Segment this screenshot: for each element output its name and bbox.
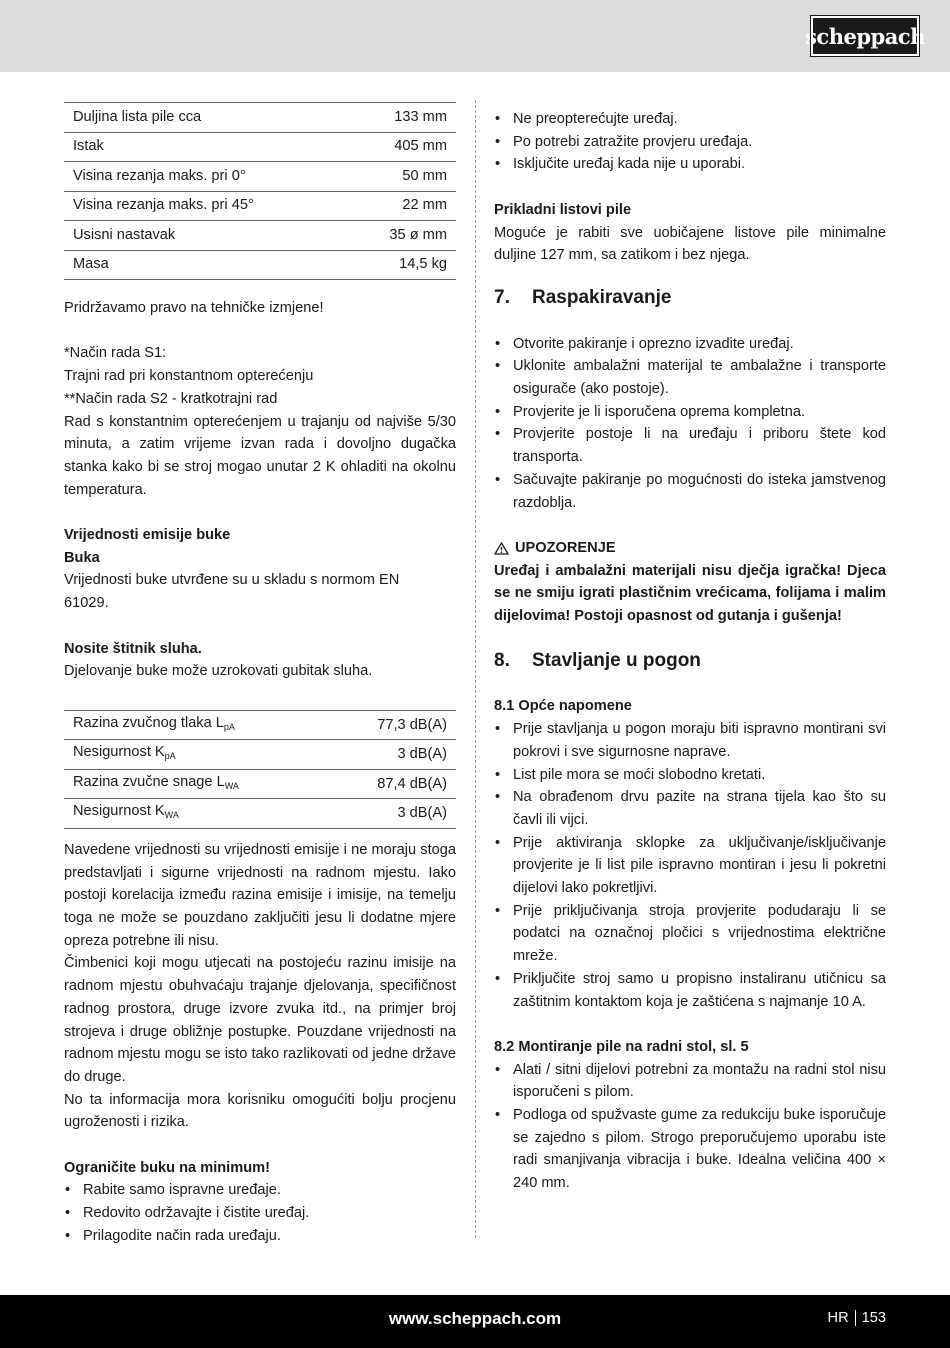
list-item bbox=[494, 832, 886, 900]
noise-label-subscript: WA bbox=[224, 780, 239, 791]
bullet-icon: • bbox=[495, 834, 501, 851]
bullet-icon: • bbox=[495, 133, 501, 150]
list-item-text: Redovito održavajte i čistite uređaj. bbox=[83, 1205, 310, 1222]
noise-label: Razina zvučnog tlaka $L_{pA}$ bbox=[64, 710, 329, 740]
spec-value: 405 mm bbox=[348, 132, 456, 162]
list-item-text: Prilagodite način rada uređaju. bbox=[83, 1227, 281, 1244]
column-divider bbox=[475, 100, 476, 1238]
list-item bbox=[494, 333, 886, 356]
noise-table bbox=[64, 710, 456, 829]
right-column bbox=[494, 108, 886, 1195]
spec-label: Istak bbox=[64, 132, 348, 162]
limit-noise-list bbox=[64, 1179, 456, 1247]
list-item bbox=[494, 469, 886, 514]
noise-label-subscript: pA bbox=[223, 721, 235, 732]
bullet-icon: • bbox=[65, 1182, 71, 1199]
hearing-protection-heading: Nosite štitnik sluha. bbox=[64, 640, 202, 657]
blades-text: Moguće je rabiti sve uobičajene listove pile minimalne duljine 127 mm, sa zatikom i bez njega. bbox=[494, 224, 886, 264]
operating-mode-line: **Način rada S2 - kratkotrajni rad bbox=[64, 390, 278, 407]
bullet-icon: • bbox=[495, 111, 501, 127]
list-item-text: Podloga od spužvaste gume za redukciju buke isporučuje se zajedno s pilom. Strogo preporučujemo uporabu iste radi smanjivanja vibracija i buke. Idealna veličina 400 × 240 mm. bbox=[513, 1107, 886, 1192]
page-number: HR 153 bbox=[827, 1310, 886, 1326]
list-item bbox=[494, 131, 886, 154]
list-item-text: Ne preopterećujte uređaj. bbox=[513, 111, 678, 127]
noise-label-subscript: WA bbox=[164, 810, 179, 821]
noise-value: 3 dB(A) bbox=[329, 740, 456, 770]
list-item bbox=[494, 764, 886, 787]
list-item bbox=[494, 968, 886, 1013]
list-item-text: Otvorite pakiranje i oprezno izvadite uređaj. bbox=[513, 335, 794, 352]
emission-paragraph-3: No ta informacija mora korisniku omogućiti bolju procjenu ugroženosti i rizika. bbox=[64, 1091, 456, 1131]
noise-label: Razina zvučne snage $L_{WA}$ bbox=[64, 769, 329, 799]
list-item bbox=[494, 1059, 886, 1104]
list-item bbox=[494, 108, 886, 131]
table-row bbox=[64, 103, 456, 133]
spec-label: Visina rezanja maks. pri 0° bbox=[64, 162, 348, 192]
list-item bbox=[64, 1179, 456, 1202]
spec-value: 133 mm bbox=[348, 103, 456, 133]
list-item-text: Uklonite ambalažni materijal te ambalažne i transporte osigurače (ako postoje). bbox=[513, 358, 886, 398]
list-item-text: Prije priključivanja stroja provjerite podudaraju li se podatci na označnoj pločici s vrijednostima električne mreže. bbox=[513, 902, 886, 965]
noise-value: 3 dB(A) bbox=[329, 799, 456, 829]
spec-label: Duljina lista pile cca bbox=[64, 103, 348, 133]
table-row bbox=[64, 162, 456, 192]
list-item bbox=[64, 1225, 456, 1248]
spec-label: Masa bbox=[64, 250, 348, 280]
bullet-icon: • bbox=[495, 902, 501, 919]
spec-value: 50 mm bbox=[348, 162, 456, 192]
list-item-text: Provjerite postoje li na uređaju i priboru štete kod transporta. bbox=[513, 426, 886, 466]
section-7-heading: 7. Raspakiravanje bbox=[494, 286, 672, 308]
spec-value: 35 ø mm bbox=[348, 221, 456, 251]
list-item bbox=[494, 423, 886, 468]
table-row bbox=[64, 799, 456, 829]
table-row bbox=[64, 132, 456, 162]
bullet-icon: • bbox=[495, 403, 501, 420]
list-item bbox=[494, 1104, 886, 1195]
usage-list bbox=[494, 108, 886, 176]
bullet-icon: • bbox=[495, 156, 501, 173]
bullet-icon: • bbox=[495, 335, 501, 352]
list-item bbox=[494, 401, 886, 424]
list-item bbox=[494, 718, 886, 763]
spec-table bbox=[64, 102, 456, 280]
warning-triangle-icon bbox=[494, 542, 509, 555]
section-8-heading: 8. Stavljanje u pogon bbox=[494, 649, 701, 671]
bullet-icon: • bbox=[495, 1061, 501, 1078]
warning-text: Uređaj i ambalažni materijali nisu dječja igračka! Djeca se ne smiju igrati plastičnim vrećicama, folijama i malim dijelovima! Postoji opasnost od gutanja i gušenja! bbox=[494, 562, 886, 625]
left-column bbox=[64, 102, 456, 1248]
table-row bbox=[64, 769, 456, 799]
table-row bbox=[64, 221, 456, 251]
table-row bbox=[64, 710, 456, 740]
operating-mode-text: Rad s konstantnim opterećenjem u trajanju od najviše 5/30 minuta, a zatim vrijeme izvan rada i dovoljno dugačka stanka kako bi se stroj mogao unutar 2 K ohladiti na okolnu temperatura. bbox=[64, 413, 456, 498]
scheppach-logo: scheppach bbox=[811, 16, 919, 56]
list-item bbox=[494, 786, 886, 831]
list-item-text: Rabite samo ispravne uređaje. bbox=[83, 1182, 281, 1199]
website-url[interactable]: www.scheppach.com bbox=[388, 1309, 562, 1328]
bullet-icon: • bbox=[495, 721, 501, 738]
list-item-text: Po potrebi zatražite provjeru uređaja. bbox=[513, 133, 753, 150]
list-item bbox=[64, 1202, 456, 1225]
bullet-icon: • bbox=[495, 1107, 501, 1124]
subsection-8-1-heading: 8.1 Opće napomene bbox=[494, 698, 632, 715]
list-item-text: Isključite uređaj kada nije u uporabi. bbox=[513, 156, 746, 173]
operating-mode-lines bbox=[64, 342, 456, 410]
noise-text: Vrijednosti buke utvrđene su u skladu s normom EN 61029. bbox=[64, 572, 400, 612]
general-notes-list bbox=[494, 718, 886, 1013]
list-item-text: Sačuvajte pakiranje po mogućnosti do isteka jamstvenog razdoblja. bbox=[513, 471, 886, 511]
list-item bbox=[494, 355, 886, 400]
list-item-text: Priključite stroj samo u propisno instaliranu utičnicu sa zaštitnim kontaktom koja je zaštićena s najmanje 10 A. bbox=[513, 970, 886, 1010]
spec-label: Usisni nastavak bbox=[64, 221, 348, 251]
noise-label: Nesigurnost $K_{pA}$ bbox=[64, 740, 329, 770]
noise-label-subscript: pA bbox=[164, 751, 176, 762]
spec-label: Visina rezanja maks. pri 45° bbox=[64, 191, 348, 221]
blades-heading: Prikladni listovi pile bbox=[494, 201, 632, 218]
table-row bbox=[64, 250, 456, 280]
noise-value: 77,3 dB(A) bbox=[329, 710, 456, 740]
bullet-icon: • bbox=[495, 970, 501, 987]
limit-noise-heading: Ograničite buku na minimum! bbox=[64, 1159, 270, 1176]
list-item bbox=[494, 153, 886, 176]
bullet-icon: • bbox=[495, 789, 501, 806]
unpacking-list bbox=[494, 333, 886, 515]
list-item bbox=[494, 900, 886, 968]
list-item-text: Prije aktiviranja sklopke za uključivanje/isključivanje provjerite je li list pile ispravno montiran i jesu li pokretni dijelovi lako pokretljivi. bbox=[513, 834, 886, 897]
emission-paragraph-2: Čimbenici koji mogu utjecati na postojeću razinu imisije na radnom mjestu obuhvaćaju trajanje djelovanja, specifičnost radnog prostora, druge izvore zvuka itd., na primjer broj strojeva i druge obližnje postupke. Pouzdane vrijednosti na radnom mjestu mogu se isto tako razlikovati od jedne države do druge. bbox=[64, 955, 456, 1085]
list-item-text: Prije stavljanja u pogon moraju biti ispravno montirani svi pokrovi i sve sigurnosne naprave. bbox=[513, 721, 886, 760]
noise-value: 87,4 dB(A) bbox=[329, 769, 456, 799]
hearing-protection-text: Djelovanje buke može uzrokovati gubitak sluha. bbox=[64, 663, 373, 680]
bullet-icon: • bbox=[495, 358, 501, 375]
spec-value: 22 mm bbox=[348, 191, 456, 221]
list-item-text: Alati / sitni dijelovi potrebni za montažu na radni stol nisu isporučeni s pilom. bbox=[513, 1061, 886, 1101]
subsection-8-2-heading: 8.2 Montiranje pile na radni stol, sl. 5 bbox=[494, 1038, 749, 1055]
noise-label: Nesigurnost $K_{WA}$ bbox=[64, 799, 329, 829]
emission-heading: Vrijednosti emisije buke bbox=[64, 527, 231, 543]
warning-title: UPOZORENJE bbox=[494, 537, 886, 560]
page-header bbox=[0, 0, 950, 72]
list-item-text: Provjerite je li isporučena oprema kompletna. bbox=[513, 403, 806, 420]
noise-heading: Buka bbox=[64, 549, 100, 566]
bullet-icon: • bbox=[65, 1205, 71, 1222]
emission-paragraph-1: Navedene vrijednosti su vrijednosti emisije i ne moraju stoga predstavljati i sigurne vrijednosti na radnom mjestu. Iako postoji korelacija između razina emisije i imisije, na temelju toga ne može se pouzdano zaključiti jesu li dodatne mjere opreza potrebne ili nisu. bbox=[64, 841, 456, 949]
operating-mode-line: Trajni rad pri konstantnom opterećenju bbox=[64, 368, 314, 385]
table-row bbox=[64, 191, 456, 221]
tech-change-note: Pridržavamo pravo na tehničke izmjene! bbox=[64, 300, 324, 316]
list-item-text: Na obrađenom drvu pazite na strana tijela kao što su čavli ili vijci. bbox=[513, 789, 886, 828]
bullet-icon: • bbox=[495, 426, 501, 443]
list-item-text: List pile mora se moći slobodno kretati. bbox=[513, 766, 766, 783]
bullet-icon: • bbox=[495, 766, 501, 783]
mounting-list bbox=[494, 1059, 886, 1195]
table-row bbox=[64, 740, 456, 770]
operating-mode-line: *Način rada S1: bbox=[64, 345, 167, 362]
bullet-icon: • bbox=[65, 1227, 71, 1244]
bullet-icon: • bbox=[495, 471, 501, 488]
spec-value: 14,5 kg bbox=[348, 250, 456, 280]
page-footer bbox=[0, 1295, 950, 1348]
